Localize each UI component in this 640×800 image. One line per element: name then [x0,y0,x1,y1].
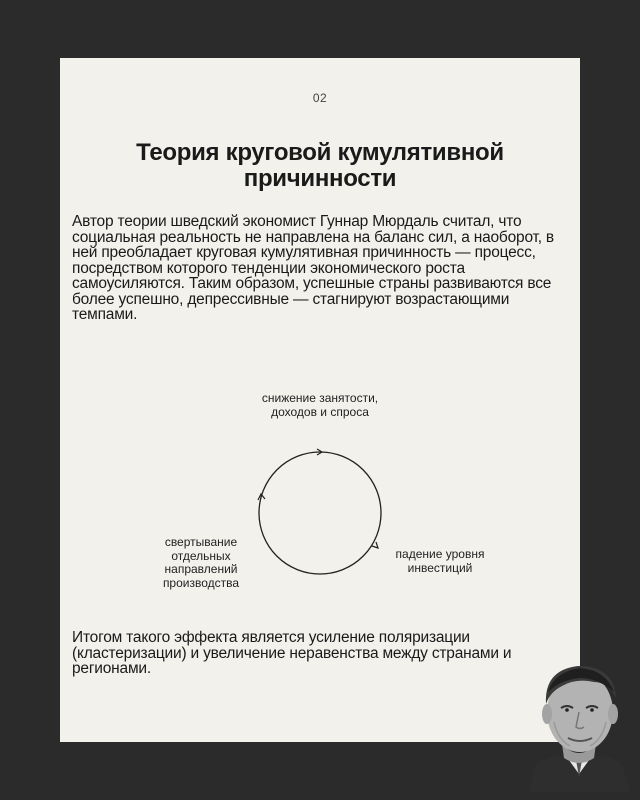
node-production-cutback: свертывание отдельных направлений производства [162,535,240,590]
slide-title: Теория круговой кумулятивной причинности [136,139,504,192]
node-investment-decline: падение уровня инвестиций [395,547,485,575]
intro-paragraph: Автор теории шведский экономист Гуннар Мюрдаль считал, что социальная реальность не направлена на баланс сил, а наоборот, в ней преобладает круговая кумулятивная причинность — процесс, посредством которого тенденции экономического роста самоусиляются. Таким образом, успешные страны развиваются все более успешно, депрессивные — стагнируют возрастающими темпами. [72,213,554,323]
node-employment-decline: снижение занятости, доходов и спроса [261,391,379,419]
arrow-top [317,449,322,455]
slide-card [60,58,580,742]
conclusion-paragraph: Итогом такого эффекта является усиление поляризации (кластеризации) и увеличение неравенства между странами и регионами. [72,629,512,677]
cycle-circle [259,452,381,574]
arrow-left [258,494,265,500]
author-portrait-image [524,652,634,792]
page-number: 02 [312,91,328,105]
